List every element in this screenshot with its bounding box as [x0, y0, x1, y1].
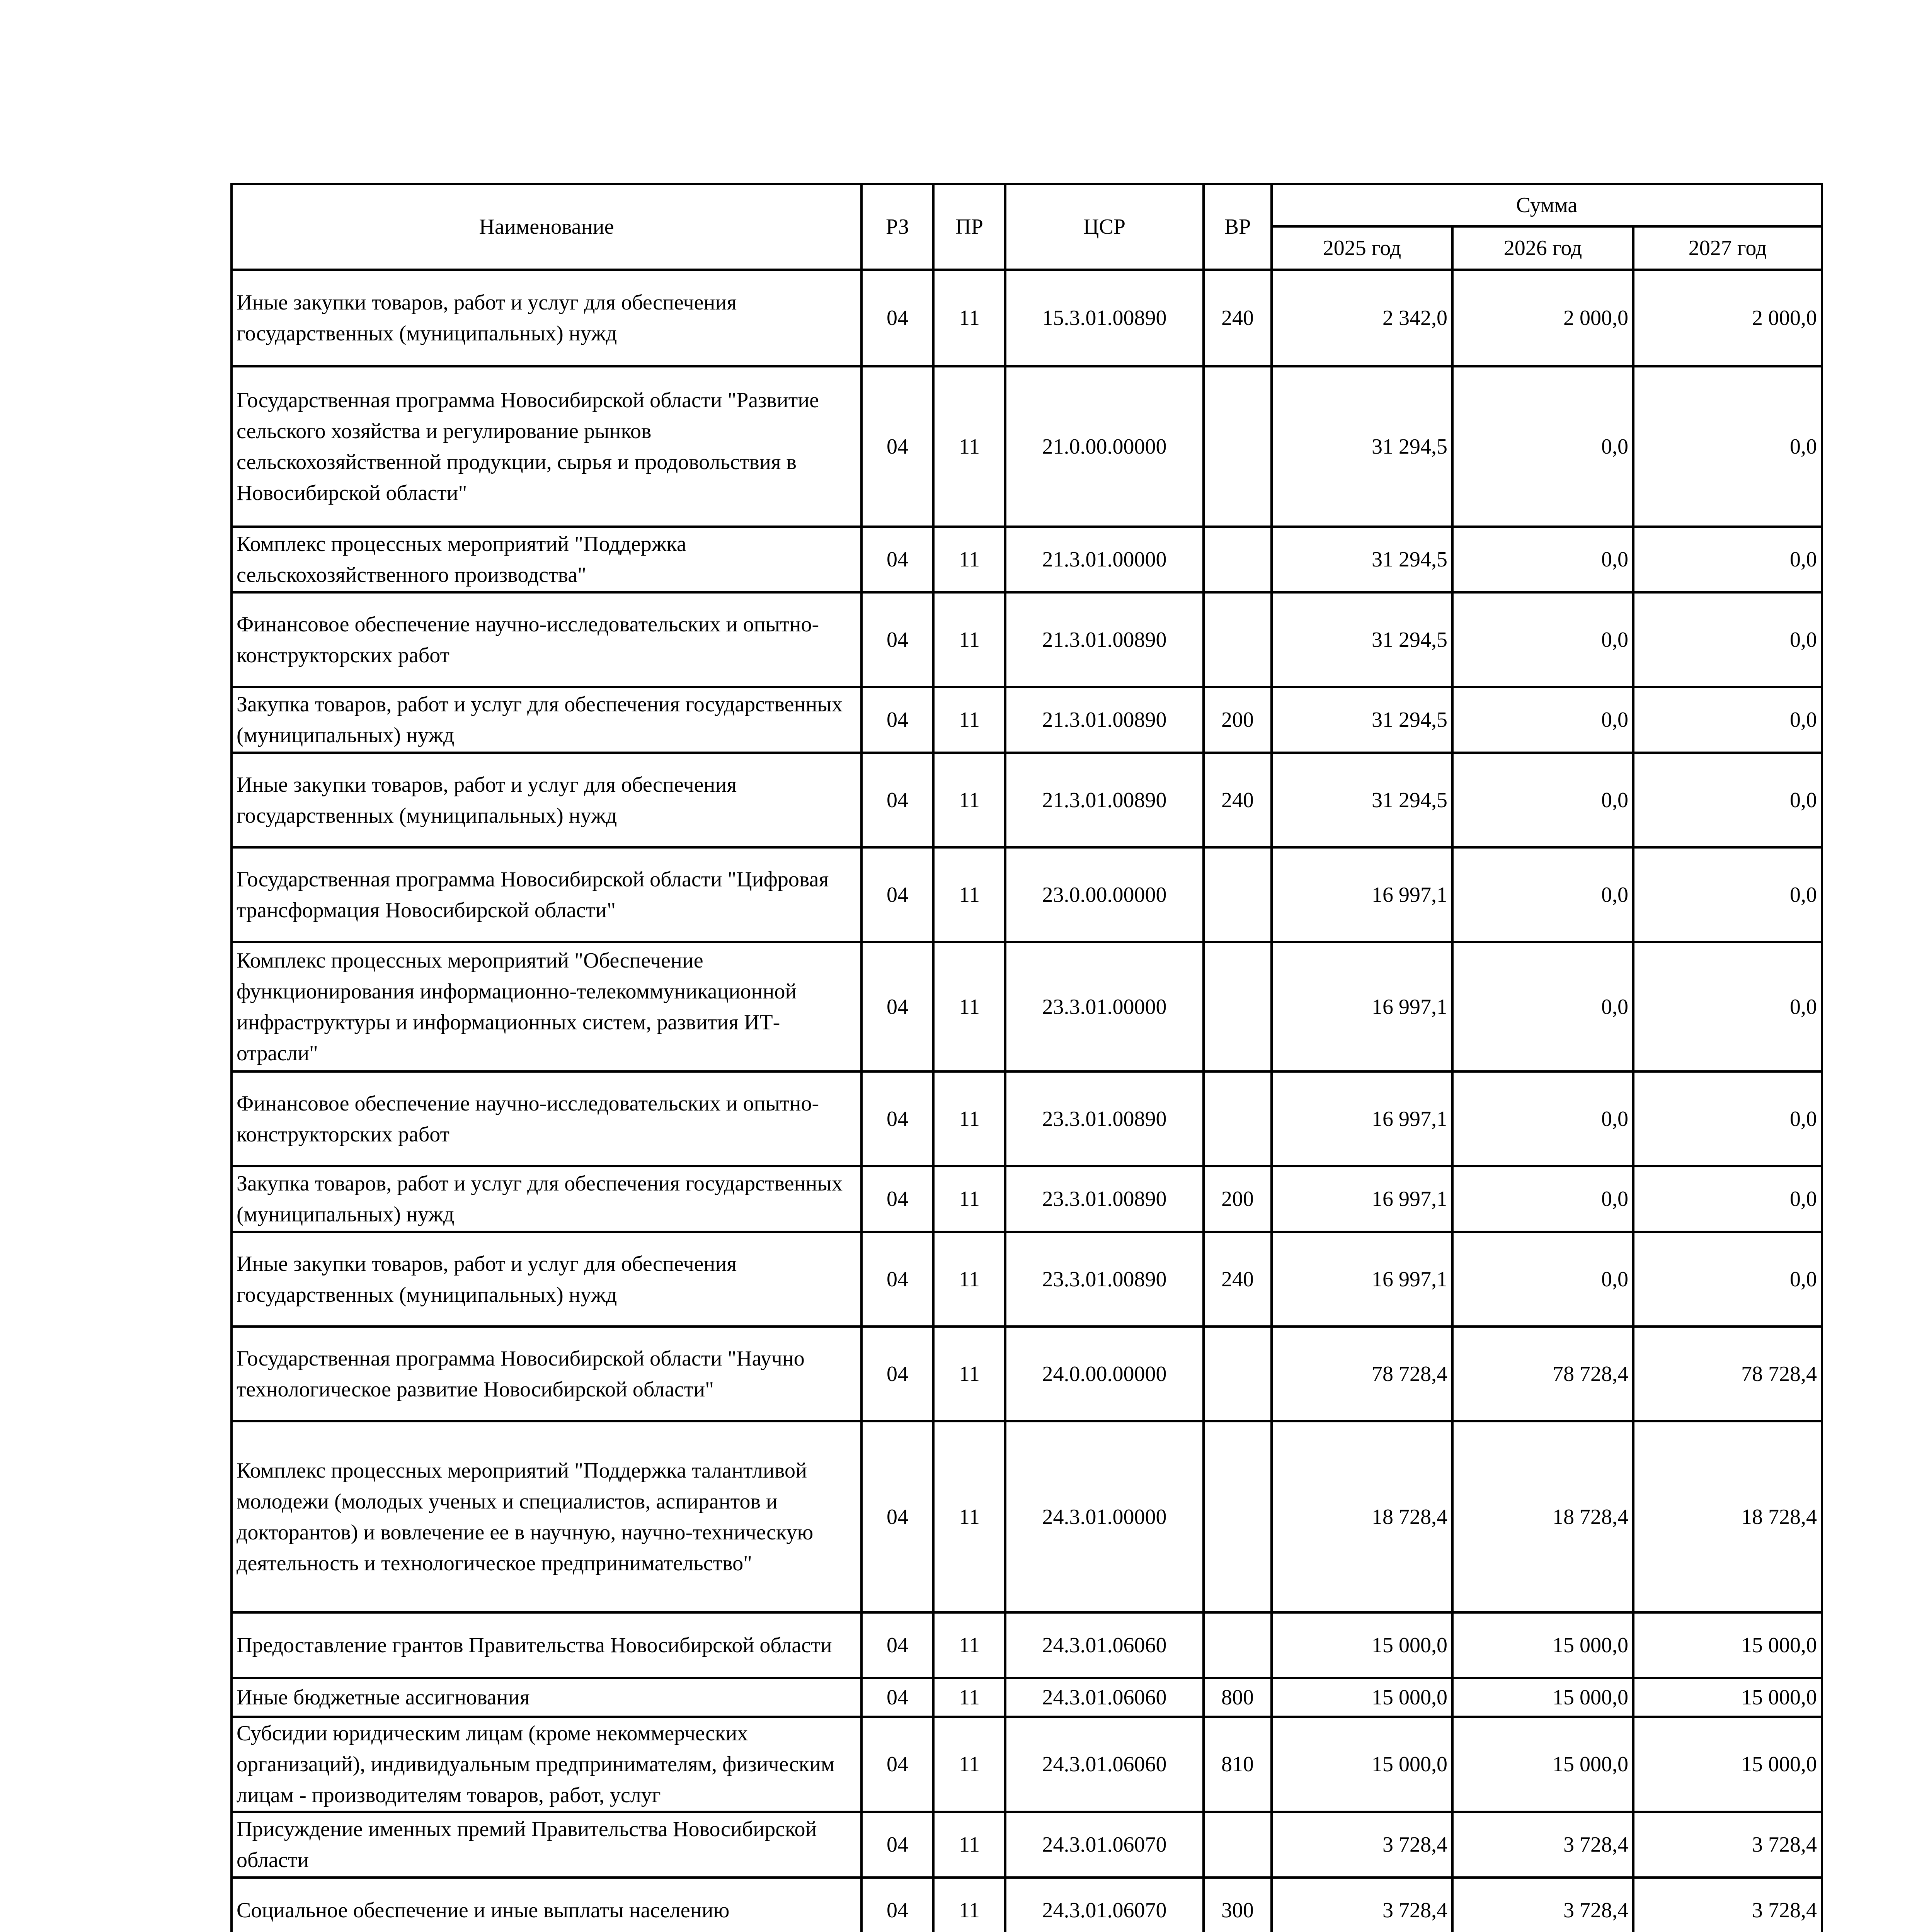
row-name: Государственная программа Новосибирской области "Развитие сельского хозяйства и регулирование рынков сельскохозяйственной продукции, сырья и продовольствия в Новосибирской области" [232, 366, 861, 527]
row-sum-2026: 78 728,4 [1452, 1327, 1633, 1421]
row-sum-2026: 15 000,0 [1452, 1612, 1633, 1678]
row-rz: 04 [861, 366, 933, 527]
table-row [232, 1812, 1822, 1878]
row-sum-2026: 0,0 [1452, 527, 1633, 592]
table-row [232, 527, 1822, 592]
row-rz: 04 [861, 1071, 933, 1166]
row-sum-2027: 0,0 [1633, 753, 1822, 847]
row-csr: 24.3.01.06070 [1005, 1812, 1204, 1878]
row-vr: 240 [1204, 1232, 1272, 1327]
row-sum-2026: 0,0 [1452, 1166, 1633, 1232]
row-vr [1204, 847, 1272, 942]
row-pr: 11 [933, 1678, 1005, 1717]
row-csr: 24.3.01.06060 [1005, 1717, 1204, 1812]
table-row [232, 1421, 1822, 1612]
row-pr: 11 [933, 1166, 1005, 1232]
row-pr: 11 [933, 527, 1005, 592]
row-sum-2026: 0,0 [1452, 847, 1633, 942]
row-sum-2026: 0,0 [1452, 1232, 1633, 1327]
row-vr [1204, 1612, 1272, 1678]
row-pr: 11 [933, 1232, 1005, 1327]
row-vr [1204, 592, 1272, 687]
row-rz: 04 [861, 527, 933, 592]
row-sum-2026: 0,0 [1452, 942, 1633, 1071]
row-sum-2025: 78 728,4 [1272, 1327, 1452, 1421]
row-rz: 04 [861, 592, 933, 687]
row-name: Иные закупки товаров, работ и услуг для обеспечения государственных (муниципальных) нужд [232, 270, 861, 366]
table-row [232, 847, 1822, 942]
row-rz: 04 [861, 1327, 933, 1421]
row-name: Предоставление грантов Правительства Новосибирской области [232, 1612, 861, 1678]
row-sum-2025: 3 728,4 [1272, 1878, 1452, 1932]
row-vr: 800 [1204, 1678, 1272, 1717]
row-sum-2027: 3 728,4 [1633, 1878, 1822, 1932]
row-sum-2027: 78 728,4 [1633, 1327, 1822, 1421]
row-csr: 24.3.01.06070 [1005, 1878, 1204, 1932]
row-sum-2026: 0,0 [1452, 753, 1633, 847]
table-row [232, 687, 1822, 753]
row-rz: 04 [861, 1878, 933, 1932]
row-sum-2027: 0,0 [1633, 1071, 1822, 1166]
row-vr [1204, 1421, 1272, 1612]
header-vr: ВР [1204, 184, 1272, 270]
row-sum-2025: 31 294,5 [1272, 527, 1452, 592]
row-csr: 21.3.01.00890 [1005, 592, 1204, 687]
row-sum-2027: 0,0 [1633, 1232, 1822, 1327]
table-header [232, 184, 1822, 270]
header-year-2026: 2026 год [1452, 226, 1633, 270]
row-vr [1204, 1071, 1272, 1166]
row-name: Государственная программа Новосибирской области "Цифровая трансформация Новосибирской области" [232, 847, 861, 942]
row-rz: 04 [861, 753, 933, 847]
row-csr: 21.3.01.00000 [1005, 527, 1204, 592]
row-rz: 04 [861, 270, 933, 366]
row-name: Финансовое обеспечение научно-исследовательских и опытно-конструкторских работ [232, 1071, 861, 1166]
row-name: Комплекс процессных мероприятий "Поддержка сельскохозяйственного производства" [232, 527, 861, 592]
table-row [232, 942, 1822, 1071]
row-csr: 23.3.01.00890 [1005, 1232, 1204, 1327]
row-sum-2027: 3 728,4 [1633, 1812, 1822, 1878]
row-vr [1204, 942, 1272, 1071]
row-csr: 15.3.01.00890 [1005, 270, 1204, 366]
table-row [232, 1612, 1822, 1678]
row-vr [1204, 1812, 1272, 1878]
row-sum-2025: 2 342,0 [1272, 270, 1452, 366]
row-name: Комплекс процессных мероприятий "Поддержка талантливой молодежи (молодых ученых и специалистов, аспирантов и докторантов) и вовлечение ее в научную, научно-техническую деятельность и технологическое предпринимательство" [232, 1421, 861, 1612]
row-sum-2025: 16 997,1 [1272, 1166, 1452, 1232]
row-name: Закупка товаров, работ и услуг для обеспечения государственных (муниципальных) нужд [232, 1166, 861, 1232]
row-rz: 04 [861, 847, 933, 942]
row-sum-2026: 0,0 [1452, 1071, 1633, 1166]
row-sum-2026: 0,0 [1452, 592, 1633, 687]
row-rz: 04 [861, 1612, 933, 1678]
row-sum-2026: 15 000,0 [1452, 1678, 1633, 1717]
row-csr: 24.3.01.00000 [1005, 1421, 1204, 1612]
row-sum-2027: 15 000,0 [1633, 1717, 1822, 1812]
row-pr: 11 [933, 1612, 1005, 1678]
table-row [232, 1232, 1822, 1327]
row-name: Закупка товаров, работ и услуг для обеспечения государственных (муниципальных) нужд [232, 687, 861, 753]
row-rz: 04 [861, 1717, 933, 1812]
row-sum-2025: 31 294,5 [1272, 753, 1452, 847]
row-name: Комплекс процессных мероприятий "Обеспечение функционирования информационно-телекоммуникационной инфраструктуры и информационных систем, развития ИТ-отрасли" [232, 942, 861, 1071]
row-name: Иные закупки товаров, работ и услуг для обеспечения государственных (муниципальных) нужд [232, 1232, 861, 1327]
row-rz: 04 [861, 1421, 933, 1612]
row-pr: 11 [933, 1812, 1005, 1878]
row-pr: 11 [933, 1071, 1005, 1166]
row-pr: 11 [933, 366, 1005, 527]
table-body [232, 270, 1822, 1932]
header-pr: ПР [933, 184, 1005, 270]
row-name: Присуждение именных премий Правительства Новосибирской области [232, 1812, 861, 1878]
row-sum-2027: 2 000,0 [1633, 270, 1822, 366]
row-rz: 04 [861, 687, 933, 753]
header-rz: РЗ [861, 184, 933, 270]
row-pr: 11 [933, 1878, 1005, 1932]
row-vr: 300 [1204, 1878, 1272, 1932]
row-sum-2025: 15 000,0 [1272, 1678, 1452, 1717]
row-rz: 04 [861, 942, 933, 1071]
row-sum-2025: 16 997,1 [1272, 1232, 1452, 1327]
row-sum-2025: 31 294,5 [1272, 687, 1452, 753]
table-row [232, 1878, 1822, 1932]
row-pr: 11 [933, 753, 1005, 847]
header-sum: Сумма [1272, 184, 1822, 226]
table-row [232, 592, 1822, 687]
row-sum-2026: 0,0 [1452, 366, 1633, 527]
row-sum-2025: 31 294,5 [1272, 366, 1452, 527]
row-rz: 04 [861, 1166, 933, 1232]
row-sum-2027: 0,0 [1633, 527, 1822, 592]
row-name: Иные бюджетные ассигнования [232, 1678, 861, 1717]
row-name: Иные закупки товаров, работ и услуг для обеспечения государственных (муниципальных) нужд [232, 753, 861, 847]
row-sum-2026: 3 728,4 [1452, 1878, 1633, 1932]
row-sum-2027: 15 000,0 [1633, 1678, 1822, 1717]
row-vr [1204, 527, 1272, 592]
row-vr: 200 [1204, 1166, 1272, 1232]
row-csr: 23.3.01.00890 [1005, 1071, 1204, 1166]
row-sum-2026: 15 000,0 [1452, 1717, 1633, 1812]
header-year-2025: 2025 год [1272, 226, 1452, 270]
row-sum-2027: 0,0 [1633, 942, 1822, 1071]
row-sum-2025: 16 997,1 [1272, 1071, 1452, 1166]
row-sum-2027: 0,0 [1633, 592, 1822, 687]
row-vr: 240 [1204, 270, 1272, 366]
table-row [232, 1717, 1822, 1812]
row-sum-2025: 16 997,1 [1272, 942, 1452, 1071]
row-sum-2027: 0,0 [1633, 847, 1822, 942]
row-csr: 24.3.01.06060 [1005, 1678, 1204, 1717]
header-name: Наименование [232, 184, 861, 270]
row-name: Социальное обеспечение и иные выплаты населению [232, 1878, 861, 1932]
row-csr: 21.3.01.00890 [1005, 687, 1204, 753]
row-sum-2026: 18 728,4 [1452, 1421, 1633, 1612]
row-pr: 11 [933, 847, 1005, 942]
row-sum-2027: 0,0 [1633, 1166, 1822, 1232]
row-pr: 11 [933, 1421, 1005, 1612]
row-vr: 810 [1204, 1717, 1272, 1812]
row-sum-2026: 3 728,4 [1452, 1812, 1633, 1878]
row-pr: 11 [933, 592, 1005, 687]
table-row [232, 270, 1822, 366]
row-pr: 11 [933, 1717, 1005, 1812]
row-sum-2025: 15 000,0 [1272, 1717, 1452, 1812]
table-row [232, 1071, 1822, 1166]
row-pr: 11 [933, 942, 1005, 1071]
row-sum-2027: 18 728,4 [1633, 1421, 1822, 1612]
row-csr: 21.3.01.00890 [1005, 753, 1204, 847]
row-sum-2027: 0,0 [1633, 366, 1822, 527]
row-name: Субсидии юридическим лицам (кроме некоммерческих организаций), индивидуальным предпринимателям, физическим лицам - производителям товаров, работ, услуг [232, 1717, 861, 1812]
row-csr: 24.3.01.06060 [1005, 1612, 1204, 1678]
row-sum-2025: 16 997,1 [1272, 847, 1452, 942]
row-pr: 11 [933, 270, 1005, 366]
row-sum-2025: 3 728,4 [1272, 1812, 1452, 1878]
row-sum-2025: 18 728,4 [1272, 1421, 1452, 1612]
row-csr: 23.3.01.00890 [1005, 1166, 1204, 1232]
table-row [232, 366, 1822, 527]
row-rz: 04 [861, 1678, 933, 1717]
table-row [232, 753, 1822, 847]
header-year-2027: 2027 год [1633, 226, 1822, 270]
row-pr: 11 [933, 687, 1005, 753]
row-sum-2027: 0,0 [1633, 687, 1822, 753]
row-sum-2026: 0,0 [1452, 687, 1633, 753]
row-vr: 240 [1204, 753, 1272, 847]
header-csr: ЦСР [1005, 184, 1204, 270]
row-sum-2026: 2 000,0 [1452, 270, 1633, 366]
table-row [232, 1327, 1822, 1421]
row-rz: 04 [861, 1812, 933, 1878]
row-vr [1204, 366, 1272, 527]
budget-table [230, 183, 1823, 1932]
row-csr: 23.3.01.00000 [1005, 942, 1204, 1071]
row-vr [1204, 1327, 1272, 1421]
row-pr: 11 [933, 1327, 1005, 1421]
table-row [232, 1678, 1822, 1717]
row-csr: 21.0.00.00000 [1005, 366, 1204, 527]
row-csr: 23.0.00.00000 [1005, 847, 1204, 942]
row-csr: 24.0.00.00000 [1005, 1327, 1204, 1421]
row-sum-2027: 15 000,0 [1633, 1612, 1822, 1678]
row-rz: 04 [861, 1232, 933, 1327]
table-row [232, 1166, 1822, 1232]
row-vr: 200 [1204, 687, 1272, 753]
row-sum-2025: 31 294,5 [1272, 592, 1452, 687]
row-sum-2025: 15 000,0 [1272, 1612, 1452, 1678]
row-name: Государственная программа Новосибирской области "Научно технологическое развитие Новосибирской области" [232, 1327, 861, 1421]
row-name: Финансовое обеспечение научно-исследовательских и опытно-конструкторских работ [232, 592, 861, 687]
